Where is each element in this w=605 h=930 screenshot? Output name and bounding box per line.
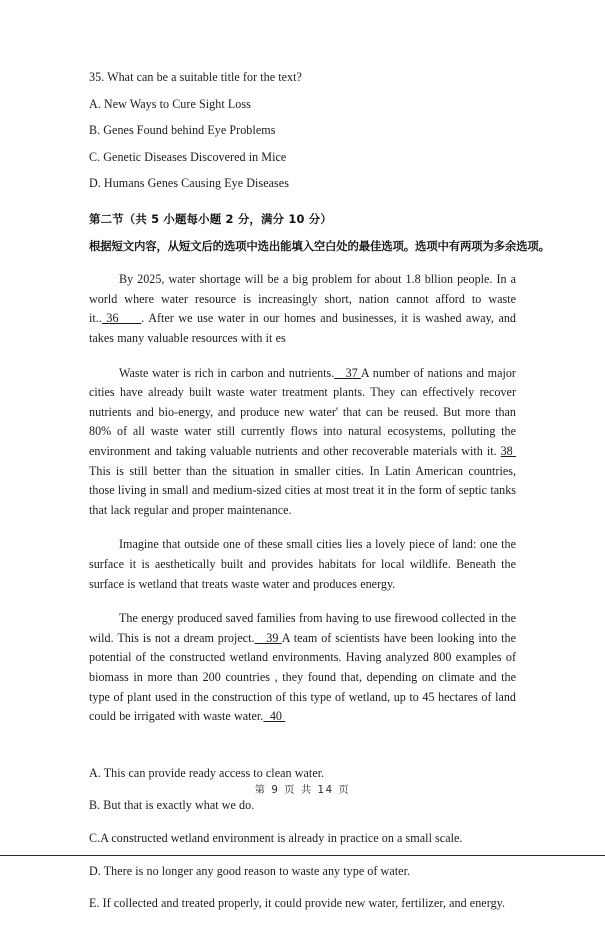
passage-paragraph: By 2025, water shortage will be a big problem for about 1.8 bllion people. In a world where water resource is increasingly short, nation cannot afford to waste it.. 36 . After we use water in our homes and businesses, it is washed away, and takes many valuable resources with it es xyxy=(89,272,516,346)
section-instruction: 根据短文内容，从短文后的选项中选出能填入空白处的最佳选项。选项中有两项为多余选项。 xyxy=(89,238,550,253)
mcq-option-c[interactable]: C. Genetic Diseases Discovered in Mice xyxy=(89,149,287,164)
cloze-blank[interactable]: 39 xyxy=(254,630,282,645)
page-footer: 第 9 页 共 14 页 xyxy=(254,785,351,796)
passage-paragraph: Imagine that outside one of these small cities lies a lovely piece of land: one the surface it is aesthetically built and provides habitats for local wildlife. Beneath the surface is wetland that treats waste water and produces energy. xyxy=(89,537,516,591)
mcq-option-d[interactable]: D. Humans Genes Causing Eye Diseases xyxy=(89,176,289,191)
answer-choice-d[interactable]: D. There is no longer any good reason to waste any type of water. xyxy=(89,863,411,878)
cloze-blank[interactable]: 40 xyxy=(263,709,286,724)
multiple-choice-block xyxy=(89,0,516,189)
mcq-question-stem: 35. What can be a suitable title for the text? xyxy=(89,70,302,84)
cloze-blank[interactable]: 36 xyxy=(101,311,142,326)
mcq-option-b[interactable]: B. Genes Found behind Eye Problems xyxy=(89,123,276,138)
cloze-blank[interactable]: 38 xyxy=(500,444,516,459)
mcq-option-a[interactable]: A. New Ways to Cure Sight Loss xyxy=(89,96,251,111)
answer-choice-a[interactable]: A. This can provide ready access to clean water. xyxy=(89,765,325,780)
answer-choice-e[interactable]: E. If collected and treated properly, it could provide new water, fertilizer, and energy. xyxy=(89,896,506,911)
passage-paragraph: The energy produced saved families from having to use firewood collected in the wild. This is not a dream project. 39 A team of scientists have been looking into the potential of the constructed wetland environments. Having analyzed 800 examples of biomass in more than 200 countries , they found that, depending on climate and the type of plant used in the construction of this type of wetland, up to 45 hectares of land could be irrigated with waste water. 40 xyxy=(89,611,516,724)
section-heading: 第二节（共 5 小题每小题 2 分，满分 10 分） xyxy=(89,212,332,227)
cloze-blank[interactable]: 37 xyxy=(334,365,361,380)
answer-choice-b[interactable]: B. But that is exactly what we do. xyxy=(89,798,255,813)
answer-choice-c[interactable]: C.A constructed wetland environment is already in practice on a small scale. xyxy=(89,830,463,845)
passage-paragraph: Waste water is rich in carbon and nutrients. 37 A number of nations and major cities have already built waste water treatment plants. They can effectively recover nutrients and bio-energy, and produce new water' that can be reused. But more than 80% of all waste water still currently flows into natural ecosystems, polluting the environment and taking valuable nutrients and other recoverable materials with it. 38 This is still better than the situation in smaller cities. In Latin American countries, those living in small and medium-sized cities at most treat it in the form of septic tanks that lack regular and proper maintenance. xyxy=(89,365,516,517)
cloze-passage xyxy=(89,270,516,726)
